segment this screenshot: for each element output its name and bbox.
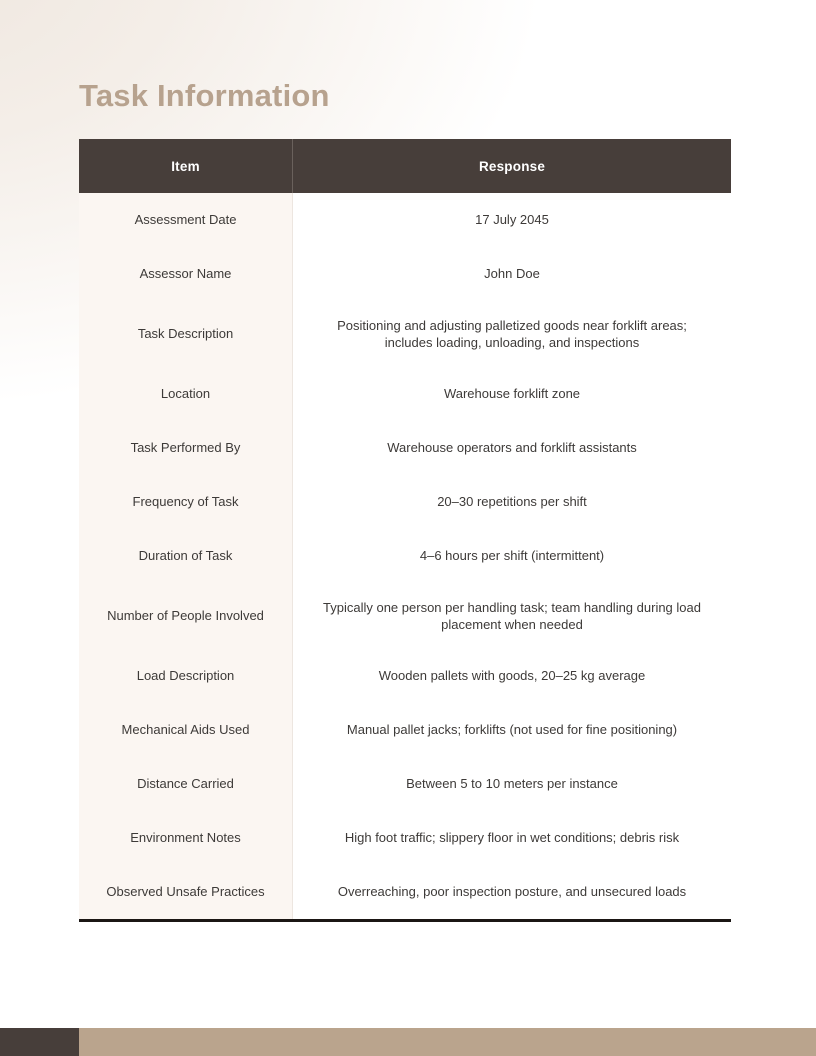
cell-item-label: Environment Notes — [79, 811, 292, 865]
task-information-table — [79, 139, 731, 922]
cell-item-label: Task Performed By — [79, 421, 292, 475]
cell-item-label: Duration of Task — [79, 529, 292, 583]
cell-response-value: Manual pallet jacks; forklifts (not used for fine positioning) — [292, 703, 731, 757]
cell-item-label: Assessor Name — [79, 247, 292, 301]
table-row — [79, 649, 731, 703]
table-row — [79, 811, 731, 865]
cell-item-label: Location — [79, 367, 292, 421]
cell-response-value: Wooden pallets with goods, 20–25 kg average — [292, 649, 731, 703]
cell-item-label: Assessment Date — [79, 193, 292, 247]
table-row — [79, 193, 731, 247]
table-row — [79, 421, 731, 475]
cell-item-label: Distance Carried — [79, 757, 292, 811]
table-row — [79, 367, 731, 421]
table-row — [79, 703, 731, 757]
table-row — [79, 301, 731, 367]
cell-item-label: Load Description — [79, 649, 292, 703]
cell-response-value: Warehouse forklift zone — [292, 367, 731, 421]
table-row — [79, 475, 731, 529]
column-header-item: Item — [171, 158, 200, 174]
cell-response-value: Positioning and adjusting palletized goods near forklift areas; includes loading, unloading, and inspections — [292, 301, 731, 367]
table-header-row — [79, 139, 731, 193]
footer-tan-bar — [79, 1028, 816, 1056]
cell-response-value: 20–30 repetitions per shift — [292, 475, 731, 529]
cell-item-label: Task Description — [79, 301, 292, 367]
cell-item-label: Number of People Involved — [79, 583, 292, 649]
footer-dark-block — [0, 1028, 79, 1056]
column-header-response: Response — [292, 139, 731, 193]
table-row — [79, 583, 731, 649]
cell-item-label: Frequency of Task — [79, 475, 292, 529]
table-row — [79, 247, 731, 301]
page-footer — [0, 1028, 816, 1056]
cell-response-value: Overreaching, poor inspection posture, and unsecured loads — [292, 865, 731, 919]
cell-response-value: High foot traffic; slippery floor in wet conditions; debris risk — [292, 811, 731, 865]
page-title: Task Information — [79, 78, 330, 113]
table-row — [79, 865, 731, 919]
cell-response-value: 4–6 hours per shift (intermittent) — [292, 529, 731, 583]
cell-response-value: 17 July 2045 — [292, 193, 731, 247]
cell-response-value: John Doe — [292, 247, 731, 301]
cell-item-label: Mechanical Aids Used — [79, 703, 292, 757]
cell-item-label: Observed Unsafe Practices — [79, 865, 292, 919]
table-row — [79, 757, 731, 811]
cell-response-value: Between 5 to 10 meters per instance — [292, 757, 731, 811]
cell-response-value: Typically one person per handling task; team handling during load placement when needed — [292, 583, 731, 649]
table-row — [79, 529, 731, 583]
table-body — [79, 193, 731, 919]
cell-response-value: Warehouse operators and forklift assistants — [292, 421, 731, 475]
